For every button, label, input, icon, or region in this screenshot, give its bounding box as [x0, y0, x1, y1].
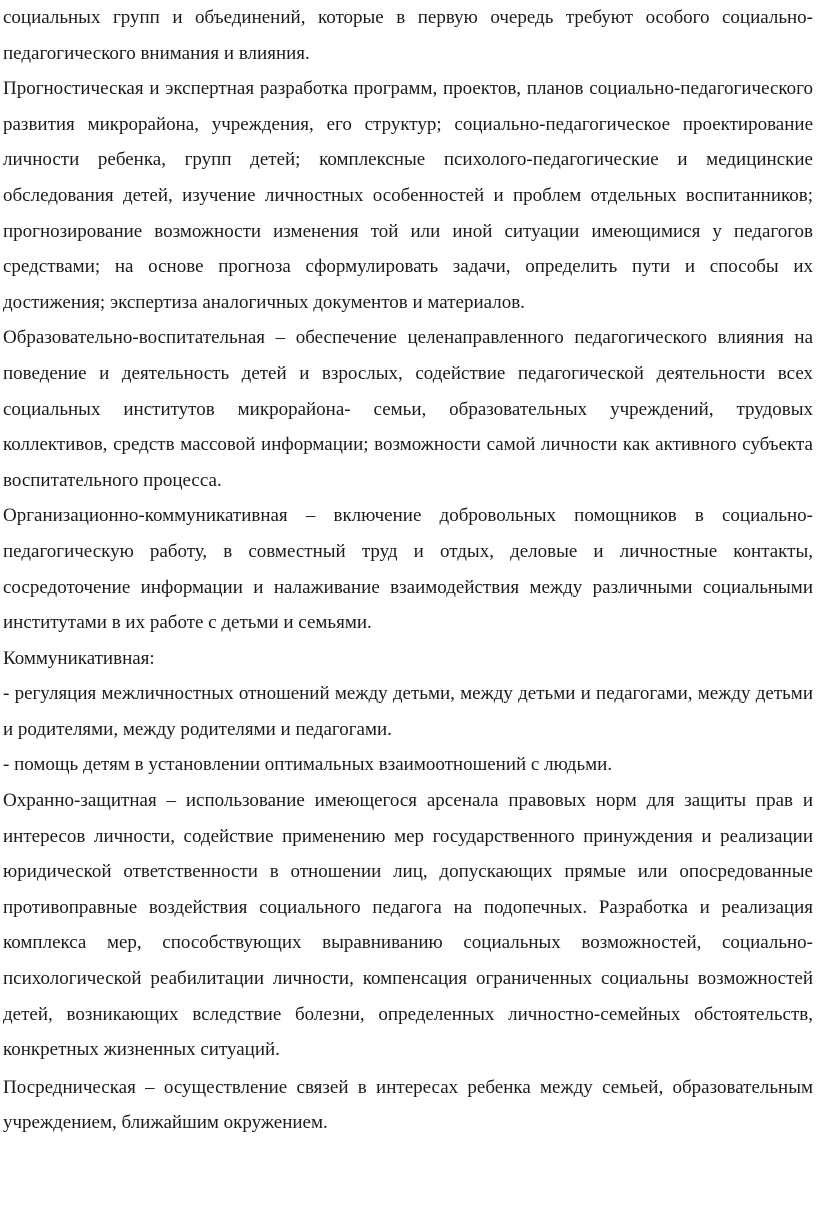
paragraph-mediating: Посредническая – осуществление связей в интересах ребенка между семьей, образовательным учреждением, ближайшим окружением.	[3, 1076, 813, 1134]
document-page	[3, 0, 813, 1141]
paragraph-organizational: Организационно-коммуникативная – включение добровольных помощников в социально-педагогическую работу, в совместный труд и отдых, деловые и личностные контакты, сосредоточение информации и налаживание взаимодействия между различными социальными институтами в их работе с детьми и семьями.	[3, 505, 813, 634]
paragraph-social-groups: социальных групп и объединений, которые в первую очередь требуют особого социально-педагогического внимания и влияния.	[3, 7, 813, 64]
paragraph-communicative-item-2: - помощь детям в установлении оптимальных взаимоотношений с людьми.	[3, 754, 613, 776]
paragraph-educational: Образовательно-воспитательная – обеспечение целенаправленного педагогического влияния на поведение и деятельность детей и взрослых, содействие педагогической деятельности всех социальных институтов микрорайона- семьи, образовательных учреждений, трудовых коллективов, средств массовой информации; возможности самой личности как активного субъекта воспитательного процесса.	[3, 327, 813, 491]
paragraph-protective: Охранно-защитная – использование имеющегося арсенала правовых норм для защиты прав и интересов личности, содействие применению мер государственного принуждения и реализации юридической ответственности в отношении лиц, допускающих прямые или опосредованные противоправные воздействия социального педагога на подопечных. Разработка и реализация комплекса мер, способствующих выравниванию социальных возможностей, социально-психологической реабилитации личности, компенсация ограниченных социальны возможностей детей, возникающих вследствие болезни, определенных личностно-семейных обстоятельств, конкретных жизненных ситуаций.	[3, 790, 813, 1061]
paragraph-communicative-item-1: - регуляция межличностных отношений между детьми, между детьми и педагогами, между детьми и родителями, между родителями и педагогами.	[3, 683, 813, 740]
paragraph-communicative-heading: Коммуникативная:	[3, 647, 155, 669]
paragraph-prognostic: Прогностическая и экспертная разработка программ, проектов, планов социально-педагогического развития микрорайона, учреждения, его структур; социально-педагогическое проектирование личности ребенка, групп детей; комплексные психолого-педагогические и медицинские обследования детей, изучение личностных особенностей и проблем отдельных воспитанников; прогнозирование возможности изменения той или иной ситуации имеющимися у педагогов средствами; на основе прогноза сформулировать задачи, определить пути и способы их достижения; экспертиза аналогичных документов и материалов.	[3, 78, 813, 313]
